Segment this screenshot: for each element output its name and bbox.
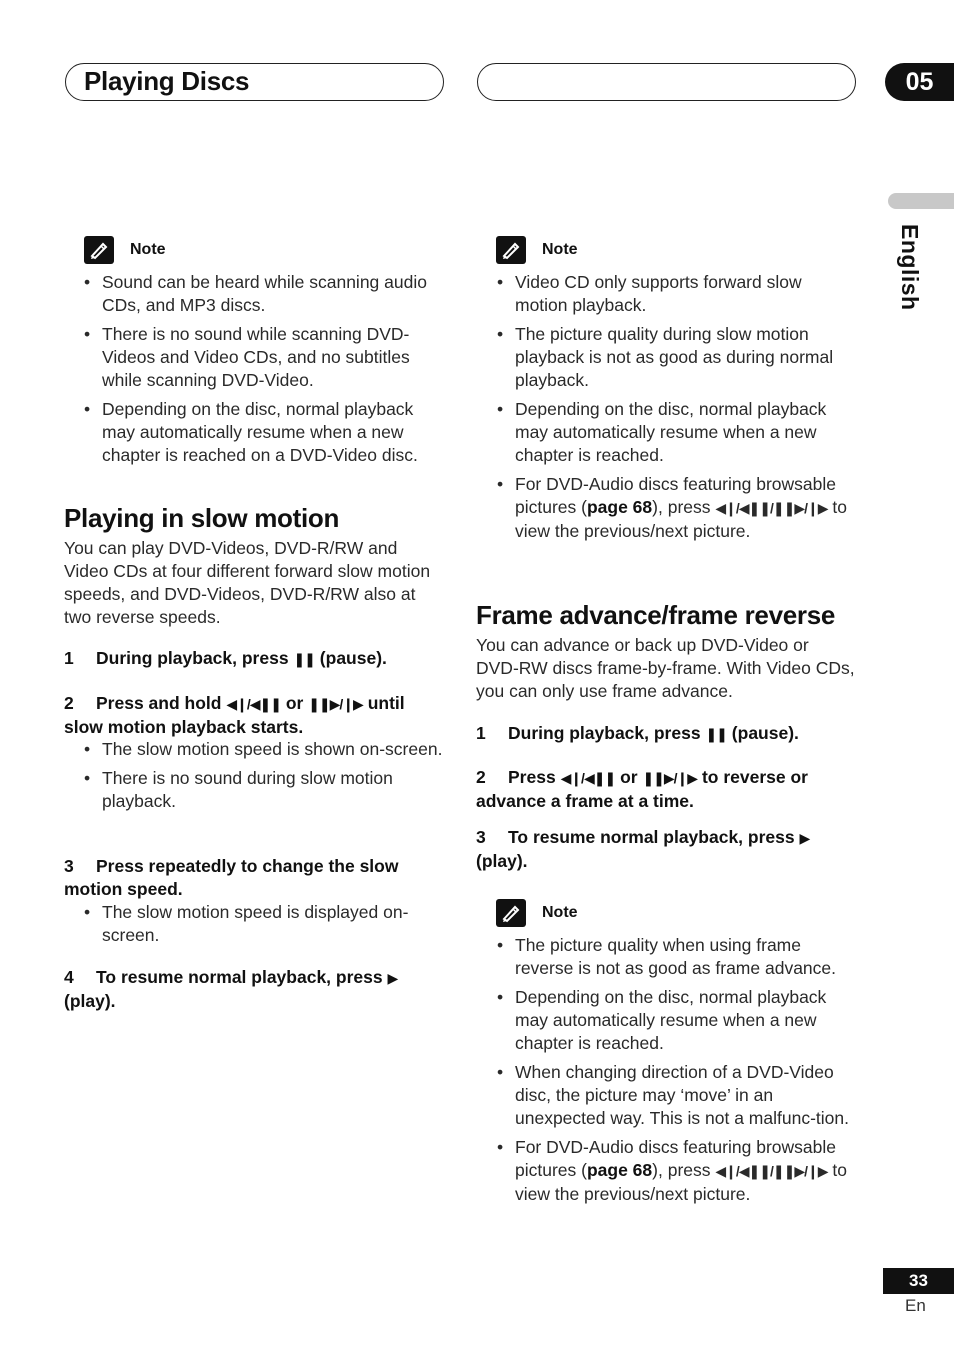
slow-motion-heading: Playing in slow motion	[64, 503, 340, 533]
language-tab-label: English	[897, 224, 923, 311]
pencil-icon	[84, 236, 114, 264]
slow-step-1: 1 During playback, press ❚❚ (pause).	[64, 648, 387, 668]
list-item: • Depending on the disc, normal playback may automatically resume when a new chapter is reached.	[497, 986, 857, 1055]
header-empty-pill	[477, 63, 856, 101]
slow-step-3-list	[84, 901, 444, 953]
frame-advance-intro: You can advance or back up DVD-Video or DVD-RW discs frame-by-frame. With Video CDs, you can only use frame advance.	[476, 635, 855, 701]
list-item: • Video CD only supports forward slow motion playback.	[497, 271, 857, 317]
chapter-number-tab: 05	[885, 63, 954, 101]
slow-step-2-list	[84, 738, 444, 819]
frame-advance-heading: Frame advance/frame reverse	[476, 600, 836, 630]
page-number: 33	[883, 1268, 954, 1294]
note-list	[84, 271, 444, 473]
pause-icon: ❚❚	[705, 726, 727, 742]
list-item: • The slow motion speed is shown on-screen.	[84, 738, 444, 761]
frame-step-1: 1 During playback, press ❚❚ (pause).	[476, 723, 799, 743]
slow-motion-intro: You can play DVD-Videos, DVD-R/RW and Video CDs at four different forward slow motion speeds, and DVD-Videos, DVD-R/RW also at two reverse speeds.	[64, 538, 431, 627]
page-reference: page 68	[586, 497, 653, 517]
language-tab-bar	[888, 193, 954, 209]
list-item: • When changing direction of a DVD-Video disc, the picture may ‘move’ in an unexpected way. This is not a malfunc-tion.	[497, 1061, 857, 1130]
skip-slow-icons: ◀❙/◀❚❚/❚❚▶/❙▶	[715, 1163, 828, 1179]
note-list	[497, 934, 857, 1212]
list-item: • For DVD-Audio discs featuring browsable pictures (page 68), press ◀❙/◀❚❚/❚❚▶/❙▶ to view the previous/next picture.	[497, 473, 857, 543]
pencil-icon	[496, 899, 526, 927]
list-item: • Depending on the disc, normal playback may automatically resume when a new chapter is reached.	[497, 398, 857, 467]
reverse-slow-icon: ◀❙/◀❚❚	[560, 770, 616, 786]
note-label: Note	[542, 904, 578, 921]
reverse-slow-icon: ◀❙/◀❚❚	[226, 696, 281, 712]
section-title: Playing Discs	[84, 66, 250, 96]
note-header	[496, 235, 578, 265]
slow-step-4: 4 To resume normal playback, press ▶ (play).	[64, 967, 398, 1011]
forward-slow-icon: ❚❚▶/❙▶	[308, 696, 363, 712]
frame-step-2: 2 Press ◀❙/◀❚❚ or ❚❚▶/❙▶ to reverse or advance a frame at a time.	[476, 767, 808, 811]
note-list	[497, 271, 857, 549]
list-item: • The slow motion speed is displayed on-screen.	[84, 901, 444, 947]
note-label: Note	[130, 241, 166, 258]
list-item: • Depending on the disc, normal playback may automatically resume when a new chapter is reached on a DVD-Video disc.	[84, 398, 444, 467]
pause-icon: ❚❚	[293, 651, 315, 667]
skip-slow-icons: ◀❙/◀❚❚/❚❚▶/❙▶	[715, 500, 828, 516]
page-language-code: En	[905, 1296, 926, 1315]
list-item: • There is no sound while scanning DVD-Videos and Video CDs, and no subtitles while scanning DVD-Video.	[84, 323, 444, 392]
slow-step-3: 3 Press repeatedly to change the slow motion speed.	[64, 856, 399, 899]
page-reference: page 68	[586, 1160, 653, 1180]
list-item: • There is no sound during slow motion playback.	[84, 767, 444, 813]
forward-slow-icon: ❚❚▶/❙▶	[642, 770, 698, 786]
pencil-icon	[496, 236, 526, 264]
note-header	[496, 898, 578, 928]
play-icon: ▶	[799, 830, 810, 846]
list-item: • For DVD-Audio discs featuring browsable pictures (page 68), press ◀❙/◀❚❚/❚❚▶/❙▶ to view the previous/next picture.	[497, 1136, 857, 1206]
frame-step-3: 3 To resume normal playback, press ▶ (play).	[476, 827, 810, 871]
play-icon: ▶	[387, 970, 398, 986]
list-item: • The picture quality during slow motion playback is not as good as during normal playback.	[497, 323, 857, 392]
list-item: • The picture quality when using frame reverse is not as good as frame advance.	[497, 934, 857, 980]
slow-step-2: 2 Press and hold ◀❙/◀❚❚ or ❚❚▶/❙▶ until slow motion playback starts.	[64, 693, 405, 737]
note-header	[84, 235, 166, 265]
note-label: Note	[542, 241, 578, 258]
list-item: • Sound can be heard while scanning audio CDs, and MP3 discs.	[84, 271, 444, 317]
